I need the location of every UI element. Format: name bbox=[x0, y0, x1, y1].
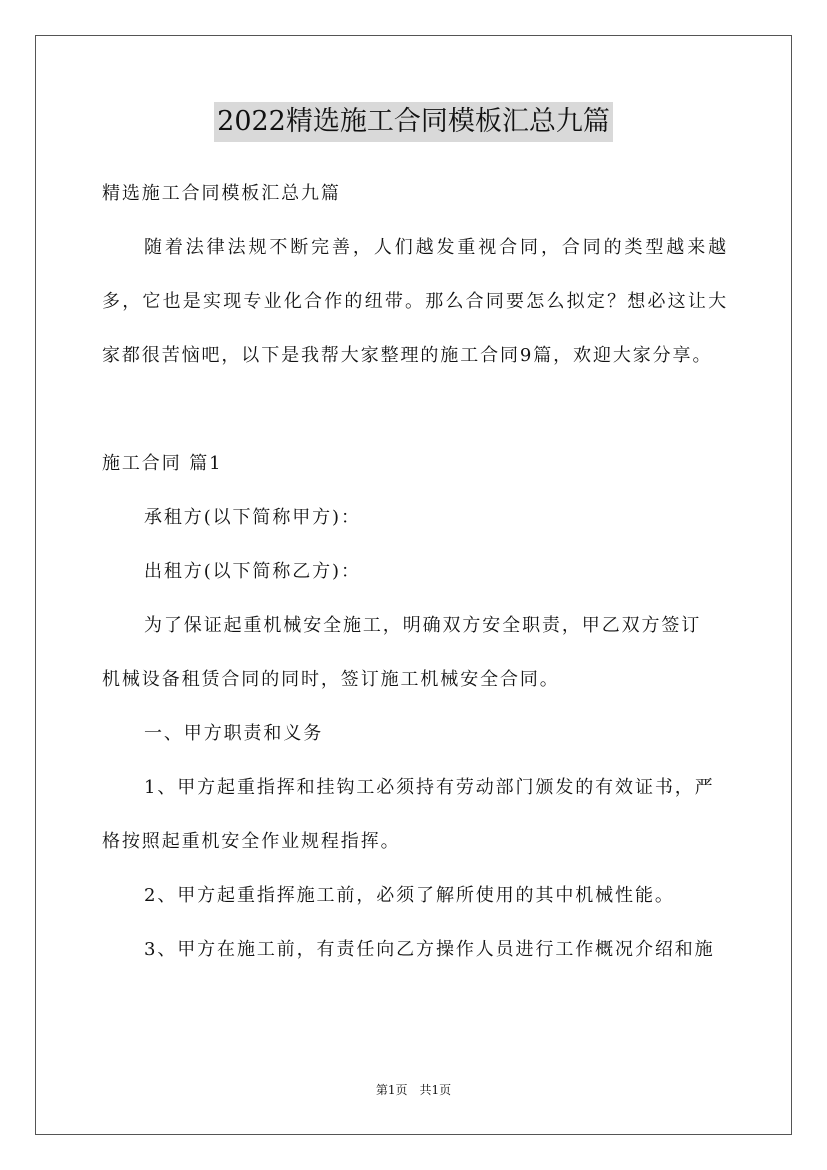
section-heading: 施工合同 篇1 bbox=[102, 453, 223, 474]
blank-line bbox=[102, 383, 728, 437]
purpose-line-1: 为了保证起重机械安全施工，明确双方安全职责，甲乙双方签订 bbox=[144, 615, 702, 636]
clause-2-line: 2、甲方起重指挥施工前，必须了解所使用的其中机械性能。 bbox=[144, 885, 675, 906]
clause-1-line-1: 1、甲方起重指挥和挂钩工必须持有劳动部门颁发的有效证书，严 bbox=[144, 777, 715, 798]
intro-paragraph: 随着法律法规不断完善，人们越发重视合同，合同的类型越来越多，它也是实现专业化合作的纽带。那么合同要怎么拟定？想必这让大家都很苦恼吧，以下是我帮大家整理的施工合同9篇，欢迎大家分享。 bbox=[102, 237, 728, 366]
purpose-line-2: 机械设备租赁合同的同时，签订施工机械安全合同。 bbox=[102, 669, 560, 690]
lessor-line: 出租方(以下简称乙方)： bbox=[144, 561, 361, 582]
document-subtitle: 精选施工合同模板汇总九篇 bbox=[102, 183, 341, 204]
document-body bbox=[102, 167, 728, 977]
clause-heading-1: 一、甲方职责和义务 bbox=[144, 723, 324, 744]
clause-1-line-2: 格按照起重机安全作业规程指挥。 bbox=[102, 831, 401, 852]
lessee-line: 承租方(以下简称甲方)： bbox=[144, 507, 361, 528]
page-footer: 第1页 共1页 bbox=[375, 1083, 452, 1097]
title-container bbox=[0, 102, 827, 142]
clause-3-line: 3、甲方在施工前，有责任向乙方操作人员进行工作概况介绍和施 bbox=[144, 939, 715, 960]
document-title: 2022精选施工合同模板汇总九篇 bbox=[214, 102, 613, 142]
